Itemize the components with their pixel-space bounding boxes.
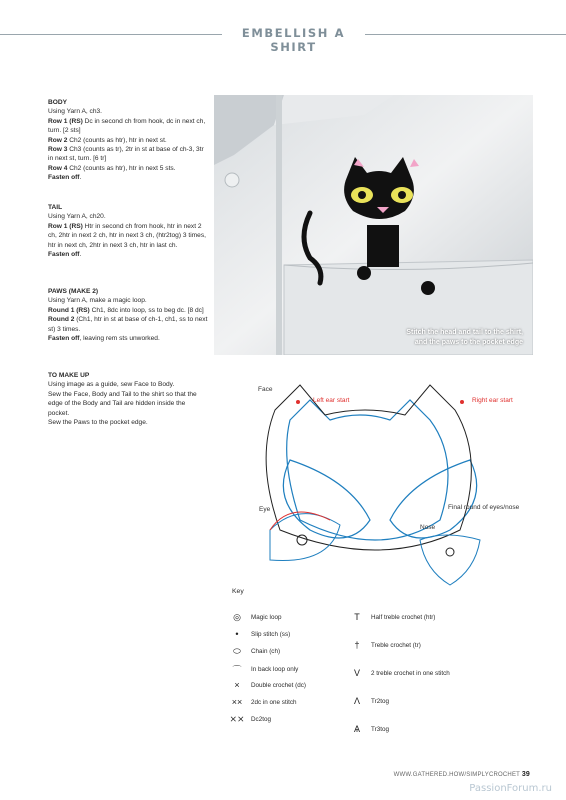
instruction-text: Using Yarn A, ch3. (48, 108, 103, 116)
instruction-line (48, 222, 208, 250)
caption-line-1: Stitch the head and tail to the shirt, (406, 329, 523, 336)
instruction-line (48, 306, 208, 315)
key-item (228, 629, 290, 639)
key-symbol-icon: × (234, 680, 240, 690)
instruction-label: Row 1 (RS) (48, 222, 83, 230)
instruction-text: Ch1, 8dc into loop, ss to beg dc. [8 dc] (89, 306, 204, 314)
instruction-text: Ch2 (counts as htr), htr in next st. (67, 136, 167, 144)
header-rule-left (0, 34, 222, 35)
instruction-label: Row 1 (RS) (48, 117, 83, 125)
instruction-text: Using Yarn A, ch20. (48, 213, 106, 221)
instruction-label: Round 2 (48, 316, 75, 324)
caption-line-2: and the paws to the pocket edge (414, 338, 523, 346)
key-symbol-icon: † (354, 640, 360, 650)
key-item (348, 668, 450, 678)
key-label: 2 treble crochet in one stitch (371, 669, 450, 677)
key-label: Double crochet (dc) (251, 681, 306, 689)
key-symbol-icon: ⬭ (233, 646, 241, 656)
key-item (348, 612, 435, 622)
photo-caption (406, 328, 523, 347)
instruction-label: Row 4 (48, 164, 68, 172)
key-label: Chain (ch) (251, 648, 281, 655)
eye-label: Eye (259, 506, 271, 513)
key-item (348, 696, 389, 706)
key-symbol-icon: • (235, 629, 239, 639)
makeup-lines (48, 380, 208, 427)
key-symbol-icon: V (353, 668, 360, 678)
instruction-line (48, 136, 208, 145)
footer-url: WWW.GATHERED.HOW/SIMPLYCROCHET (393, 772, 520, 778)
nose-label: Nose (420, 524, 436, 531)
key-title: Key (232, 588, 244, 595)
key-item (348, 724, 389, 734)
key-symbol-icon: Λ (353, 696, 360, 706)
key-label: Slip stitch (ss) (251, 630, 291, 638)
page-number: 39 (521, 771, 530, 778)
instruction-text: Using Yarn A, make a magic loop. (48, 297, 147, 305)
face-label: Face (258, 386, 273, 393)
key-symbol-icon: Ѧ (353, 724, 360, 734)
watermark: PassionForum.ru (469, 783, 552, 794)
key-item (228, 663, 298, 676)
instruction-line (48, 296, 208, 305)
key-symbol-icon: T (354, 612, 360, 622)
instruction-text: Ch2 (counts as htr), htr in next 5 sts. (67, 164, 176, 172)
paws-section (48, 287, 208, 343)
instruction-label: Fasten off (48, 335, 80, 343)
instruction-label: Row 2 (48, 136, 68, 144)
instruction-line (48, 390, 208, 418)
instruction-text: , leaving rem sts unworked. (79, 335, 160, 343)
instruction-text: Sew the Face, Body and Tail to the shirt so that the edge of the Body and Tail are hidden inside the pocket. (48, 390, 197, 417)
key-symbol-icon: ⌒ (232, 665, 242, 675)
crochet-diagram (250, 380, 540, 600)
instruction-text: Using image as a guide, sew Face to Body. (48, 381, 175, 389)
instruction-line (48, 145, 208, 164)
key-label: Tr3tog (371, 725, 389, 733)
instruction-line (48, 380, 208, 389)
left-ear-label: Left ear start (313, 397, 350, 404)
key-label: 2dc in one stitch (251, 698, 297, 706)
final-round-label: Final round of eyes/nose (448, 504, 520, 511)
right-ear-label: Right ear start (472, 397, 513, 404)
key-label: Treble crochet (tr) (371, 641, 421, 649)
instruction-text: . (79, 251, 82, 259)
instruction-line (48, 173, 208, 182)
instruction-text: Htr in second ch from hook, htr in next 2 ch, 2htr in next 2 ch, htr in next 3 ch, (htr2tog) 3 times, htr in next ch, 2htr in next 3 ch, htr in last ch. (48, 222, 206, 249)
instruction-text: Dc in second ch from hook, dc in next ch, turn. [2 sts] (48, 117, 206, 135)
instruction-line (48, 164, 208, 173)
shirt-photo (214, 95, 533, 355)
key-item (228, 646, 280, 657)
tail-heading: TAIL (48, 204, 63, 211)
crochet-chart-illustration (250, 380, 540, 600)
tail-lines (48, 212, 208, 259)
instruction-line (48, 334, 208, 343)
shirt-cat-illustration (214, 95, 533, 355)
paws-heading: PAWS (MAKE 2) (48, 288, 99, 295)
key-item (348, 640, 421, 650)
body-lines (48, 107, 208, 182)
makeup-heading: TO MAKE UP (48, 372, 90, 379)
key-item (228, 714, 271, 725)
header-rule-right (365, 34, 566, 35)
makeup-section (48, 371, 208, 427)
tail-section (48, 203, 208, 259)
key-label: Dc2tog (251, 716, 271, 723)
key-symbol-icon: ⨯⨯ (229, 714, 245, 724)
key-symbol-icon: ◎ (233, 612, 241, 622)
instruction-label: Row 3 (48, 146, 68, 154)
section-title: EMBELLISH A SHIRT (241, 26, 346, 54)
instruction-text: (Ch1, htr in st at base of ch-1, ch1, ss to next st) 3 times. (48, 316, 208, 333)
key-label: Magic loop (251, 614, 282, 621)
key-label: Tr2tog (371, 697, 389, 705)
instruction-label: Round 1 (RS) (48, 306, 90, 314)
key-symbol-icon: ×× (231, 697, 243, 707)
instruction-line (48, 250, 208, 259)
instruction-line (48, 107, 208, 116)
key-label: In back loop only (251, 666, 299, 673)
instruction-line (48, 315, 208, 334)
paws-lines (48, 296, 208, 343)
instruction-line (48, 212, 208, 221)
footer (394, 771, 530, 778)
key-label: Half treble crochet (htr) (371, 613, 436, 621)
instruction-label: Fasten off (48, 251, 80, 259)
key-item (228, 612, 281, 623)
key-item (228, 680, 306, 690)
instruction-line (48, 117, 208, 136)
instruction-label: Fasten off (48, 174, 80, 182)
instruction-line (48, 418, 208, 427)
body-heading: BODY (48, 99, 68, 106)
body-section (48, 98, 208, 183)
instruction-text: . (79, 174, 82, 182)
key-item (228, 697, 297, 707)
instruction-text: Sew the Paws to the pocket edge. (48, 419, 148, 427)
instruction-text: Ch3 (counts as tr), 2tr in st at base of ch-3, 3tr in next st, turn. [6 tr] (48, 146, 204, 163)
